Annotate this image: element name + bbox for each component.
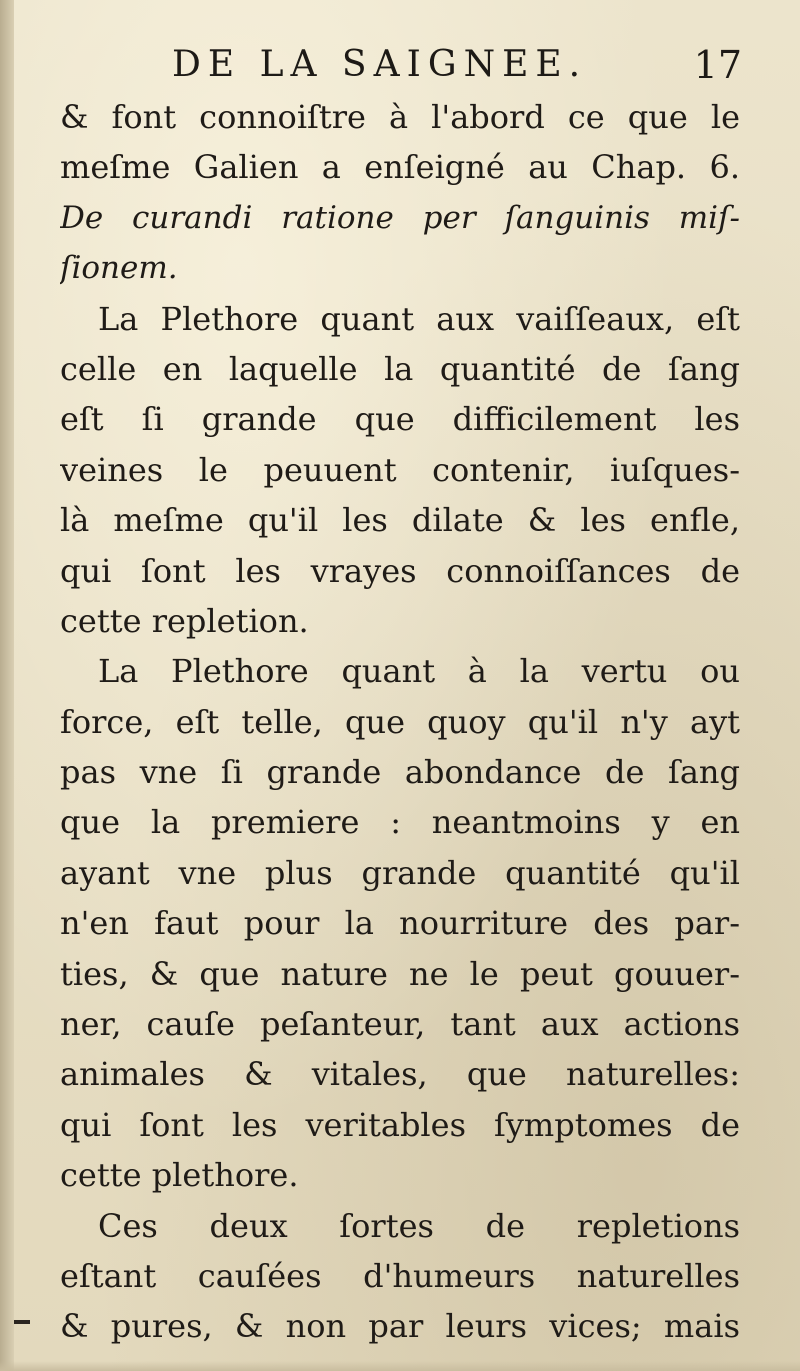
page-bottom-edge [0,1361,800,1371]
text-line: force, eſt telle, que quoy qu'il n'y ayt [60,702,740,741]
text-line: qui ſont les veritables ſymptomes de [60,1105,740,1144]
text-line: La Plethore quant à la vertu ou [98,652,740,691]
text-line: Ces deux ſortes de repletions [98,1206,740,1245]
text-line: meſme Galien a enſeigné au Chap. 6. [60,148,740,187]
text-line: eſt ſi grande que difficilement les [60,400,740,439]
text-line: & pures, & non par leurs vices; mais [60,1307,740,1346]
text-line: veines le peuuent contenir, iuſques- [60,450,740,489]
running-title: DE LA SAIGNEE. [172,44,588,85]
text-line: que la premiere : neantmoins y en [60,803,740,842]
text-line: La Plethore quant aux vaiſſeaux, eſt [98,299,740,338]
text-line: ties, & que nature ne le peut gouuer- [60,954,740,993]
page-header [172,40,742,100]
text-line: celle en laquelle la quantité de ſang [60,349,740,388]
page-gutter-edge [0,0,14,1371]
margin-mark [14,1320,30,1324]
text-line: pas vne ſi grande abondance de ſang [60,753,740,792]
text-line: qui ſont les vrayes connoiſſances de [60,551,740,590]
text-line: n'en faut pour la nourriture des par- [60,904,740,943]
text-line: De curandi ratione per ſanguinis miſ- [60,199,740,236]
text-line: cette plethore. [60,1156,299,1195]
text-line: là meſme qu'il les dilate & les enfle, [60,501,740,540]
body-text [60,92,740,1352]
text-line: ner, cauſe peſanteur, tant aux actions [60,1005,740,1044]
text-line: ayant vne plus grande quantité qu'il [60,853,740,892]
text-line: eſtant cauſées d'humeurs naturelles [60,1256,740,1295]
text-line: animales & vitales, que naturelles: [60,1055,740,1094]
text-line: ſionem. [60,250,178,287]
text-line: & font connoiſtre à l'abord ce que le [60,98,740,136]
page-number: 17 [693,43,742,87]
text-line: cette repletion. [60,601,309,640]
